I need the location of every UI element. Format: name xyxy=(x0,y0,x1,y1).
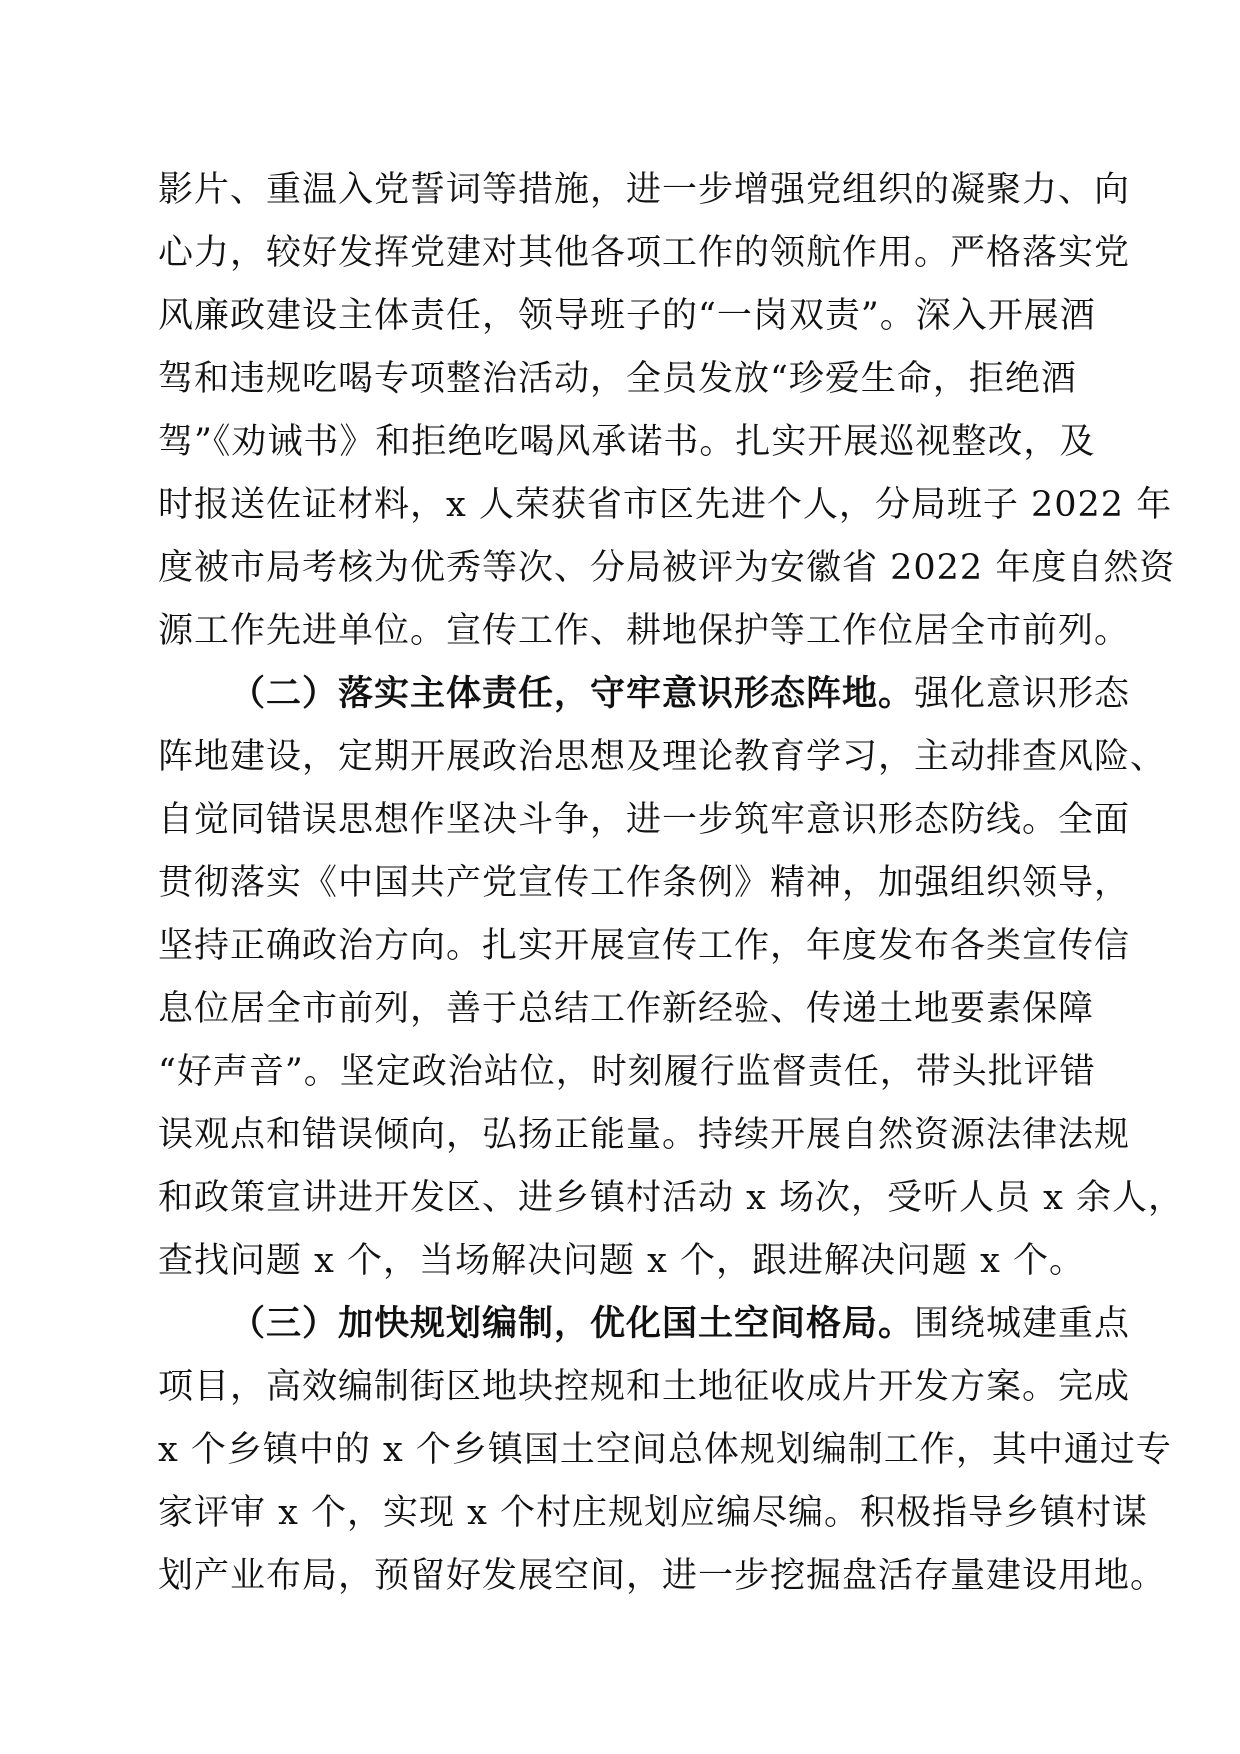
body-line: 时报送佐证材料，x 人荣获省市区先进个人，分局班子 2022 年 xyxy=(158,485,1173,525)
body-line: 和政策宣讲进开发区、进乡镇村活动 x 场次，受听人员 x 余人， xyxy=(158,1178,1184,1218)
body-line: 风廉政建设主体责任，领导班子的“一岗双责”。深入开展酒 xyxy=(158,296,1096,336)
body-line: 息位居全市前列，善于总结工作新经验、传递土地要素保障 xyxy=(158,989,1095,1029)
section-heading: （二）落实主体责任，守牢意识形态阵地。 xyxy=(230,673,915,714)
body-line: 阵地建设，定期开展政治思想及理论教育学习，主动排查风险、 xyxy=(158,737,1167,777)
body-line: 源工作先进单位。宣传工作、耕地保护等工作位居全市前列。 xyxy=(158,611,1131,651)
body-line: 查找问题 x 个，当场解决问题 x 个，跟进解决问题 x 个。 xyxy=(158,1241,1085,1281)
body-line: 驾和违规吃喝专项整治活动，全员发放“珍爱生命，拒绝酒 xyxy=(158,359,1077,399)
body-line: 心力，较好发挥党建对其他各项工作的领航作用。严格落实党 xyxy=(158,233,1131,273)
body-line: 影片、重温入党誓词等措施，进一步增强党组织的凝聚力、向 xyxy=(158,170,1131,210)
body-line: 项目，高效编制街区地块控规和土地征收成片开发方案。完成 xyxy=(158,1367,1131,1407)
body-line: “好声音”。坚定政治站位，时刻履行监督责任，带头批评错 xyxy=(158,1052,1096,1092)
body-line: 自觉同错误思想作坚决斗争，进一步筑牢意识形态防线。全面 xyxy=(158,800,1131,840)
body-line: 驾”《劝诫书》和拒绝吃喝风承诺书。扎实开展巡视整改，及 xyxy=(158,422,1096,462)
body-text: 强化意识形态 xyxy=(914,674,1131,714)
section-three-first-line xyxy=(230,1294,1130,1354)
body-line: 家评审 x 个，实现 x 个村庄规划应编尽编。积极指导乡镇村谋 xyxy=(158,1493,1148,1533)
body-line: 误观点和错误倾向，弘扬正能量。持续开展自然资源法律法规 xyxy=(158,1115,1131,1155)
body-line: 度被市局考核为优秀等次、分局被评为安徽省 2022 年度自然资 xyxy=(158,548,1176,588)
body-line: 坚持正确政治方向。扎实开展宣传工作，年度发布各类宣传信 xyxy=(158,926,1131,966)
body-line: 划产业布局，预留好发展空间，进一步挖掘盘活存量建设用地。 xyxy=(158,1556,1167,1596)
section-two-first-line xyxy=(230,664,1130,724)
section-heading: （三）加快规划编制，优化国土空间格局。 xyxy=(230,1303,915,1344)
body-line: x 个乡镇中的 x 个乡镇国土空间总体规划编制工作，其中通过专 xyxy=(158,1430,1172,1470)
body-line: 贯彻落实《中国共产党宣传工作条例》精神，加强组织领导， xyxy=(158,863,1131,903)
body-text: 围绕城建重点 xyxy=(914,1304,1131,1344)
